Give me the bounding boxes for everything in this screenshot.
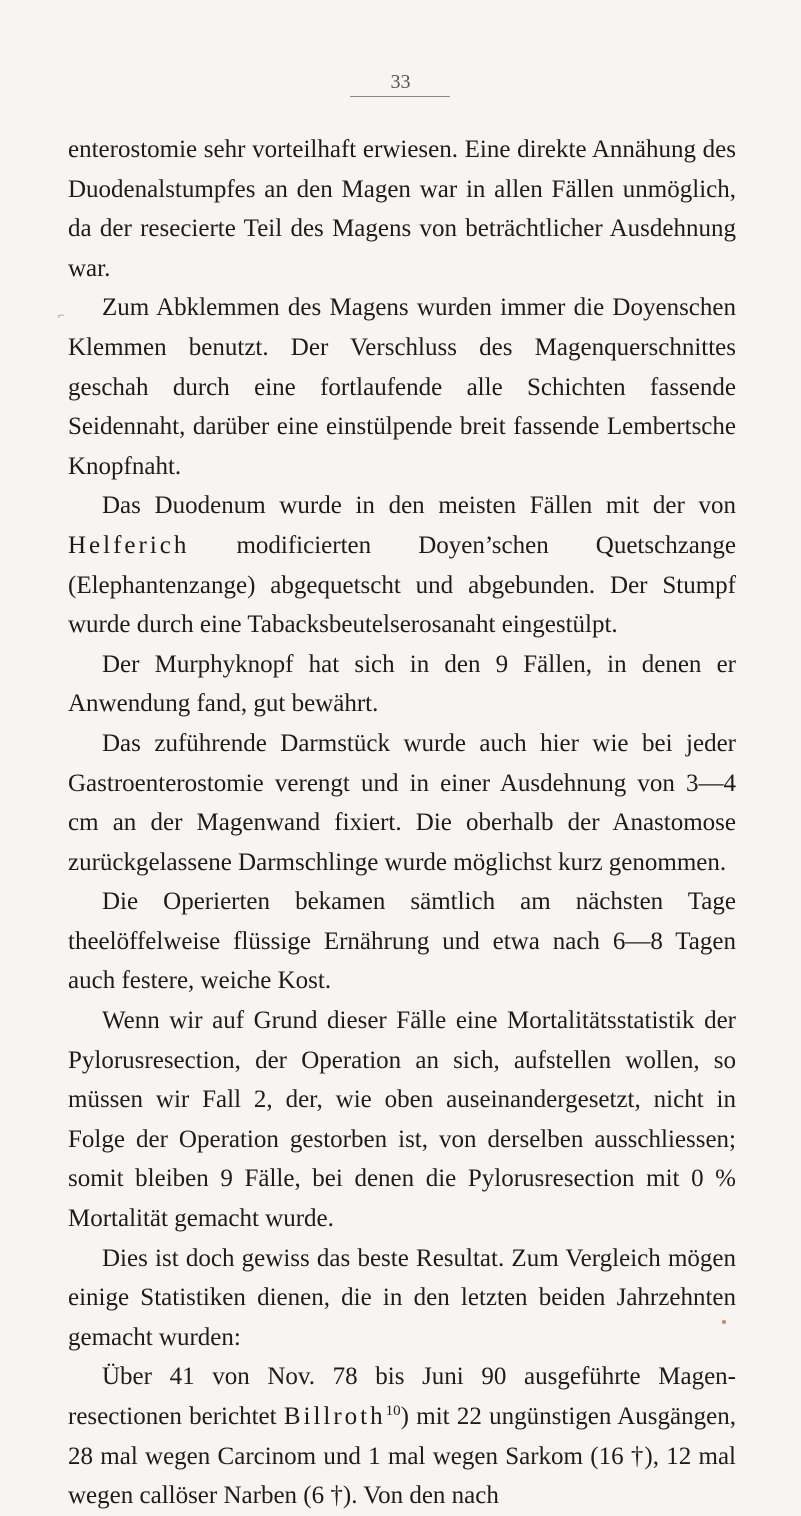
paragraph <box>68 486 736 644</box>
text-segment: enterostomie sehr vorteilhaft erwiesen. Eine direkte Annähung des Duodenalstumpfes an den Magen war in allen Fällen unmöglich, da der resecierte Teil des Magens von beträchtlicher Ausdehnung war. <box>68 136 736 282</box>
footnote-ref: 10 <box>385 1403 401 1419</box>
text-segment: Über 41 von Nov. 78 bis Juni 90 ausgeführte Magenresectionen berichtet <box>68 1363 736 1430</box>
text-segment: Zum Abklemmen des Magens wurden immer die Doyenschen Klemmen benutzt. Der Verschluss des Magenquerschnittes geschah durch eine fortlaufende alle Schichten fassende Seidennaht, darüber eine einstülpende breit fassende Lembertsche Knopfnaht. <box>68 294 736 480</box>
text-segment: modificierten Doyen’schen Quetschzange (Elephantenzange) abgequetscht und abgebunden. Der Stumpf wurde durch eine Tabacksbeutelserosanaht eingestülpt. <box>68 531 736 639</box>
body-text <box>68 130 736 1516</box>
text-segment: Dies ist doch gewiss das beste Resultat. Zum Vergleich mögen einige Statistiken dienen, die in den letzten beiden Jahrzehnten gemacht wurden: <box>68 1244 736 1351</box>
paragraph <box>68 130 736 288</box>
text-segment: Das Duodenum wurde in den meisten Fällen mit der von <box>102 492 736 520</box>
text-segment: ) mit 22 ungünstigen Ausgängen, 28 mal wegen Carcinom und 1 mal wegen Sarkom (16 †), 12 mal wegen callöser Narben (6 †). Von den nach <box>68 1403 736 1510</box>
text-segment: Wenn wir auf Grund dieser Fälle eine Mortalitätsstatistik der Pylorusresection, der Operation an sich, aufstellen wollen, so müssen wir Fall 2, der, wie oben auseinandergesetzt, nicht in Folge der Operation gestorben ist, von derselben ausschliessen; somit bleiben 9 Fälle, bei denen die Pylorusresection mit 0 % Mortalität gemacht wurde. <box>68 1007 736 1233</box>
paragraph <box>68 1357 736 1515</box>
header-rule <box>350 96 450 97</box>
author-name: Helferich <box>68 531 190 559</box>
paragraph <box>68 882 736 1001</box>
text-segment: Der Murphyknopf hat sich in den 9 Fällen, in denen er Anwendung fand, gut bewährt. <box>68 650 736 718</box>
paragraph <box>68 724 736 882</box>
author-name: Billroth <box>283 1403 386 1430</box>
page-number: 33 <box>390 71 411 93</box>
paper-speck <box>722 1320 726 1324</box>
paragraph <box>68 645 736 724</box>
paragraph <box>68 288 736 486</box>
stray-pencil-mark: ⌐ <box>58 308 65 322</box>
text-segment: Die Operierten bekamen sämtlich am nächsten Tage theelöffelweise flüssige Ernährung und etwa nach 6—8 Tagen auch festere, weiche Kost. <box>68 888 736 995</box>
paragraph <box>68 1239 736 1358</box>
text-segment: Das zuführende Darmstück wurde auch hier wie bei jeder Gastroenterostomie verengt und in einer Ausdehnung von 3—4 cm an der Magenwand fixiert. Die oberhalb der Anastomose zurückgelassene Darmschlinge wurde möglichst kurz genommen. <box>68 729 736 876</box>
paragraph <box>68 1001 736 1239</box>
